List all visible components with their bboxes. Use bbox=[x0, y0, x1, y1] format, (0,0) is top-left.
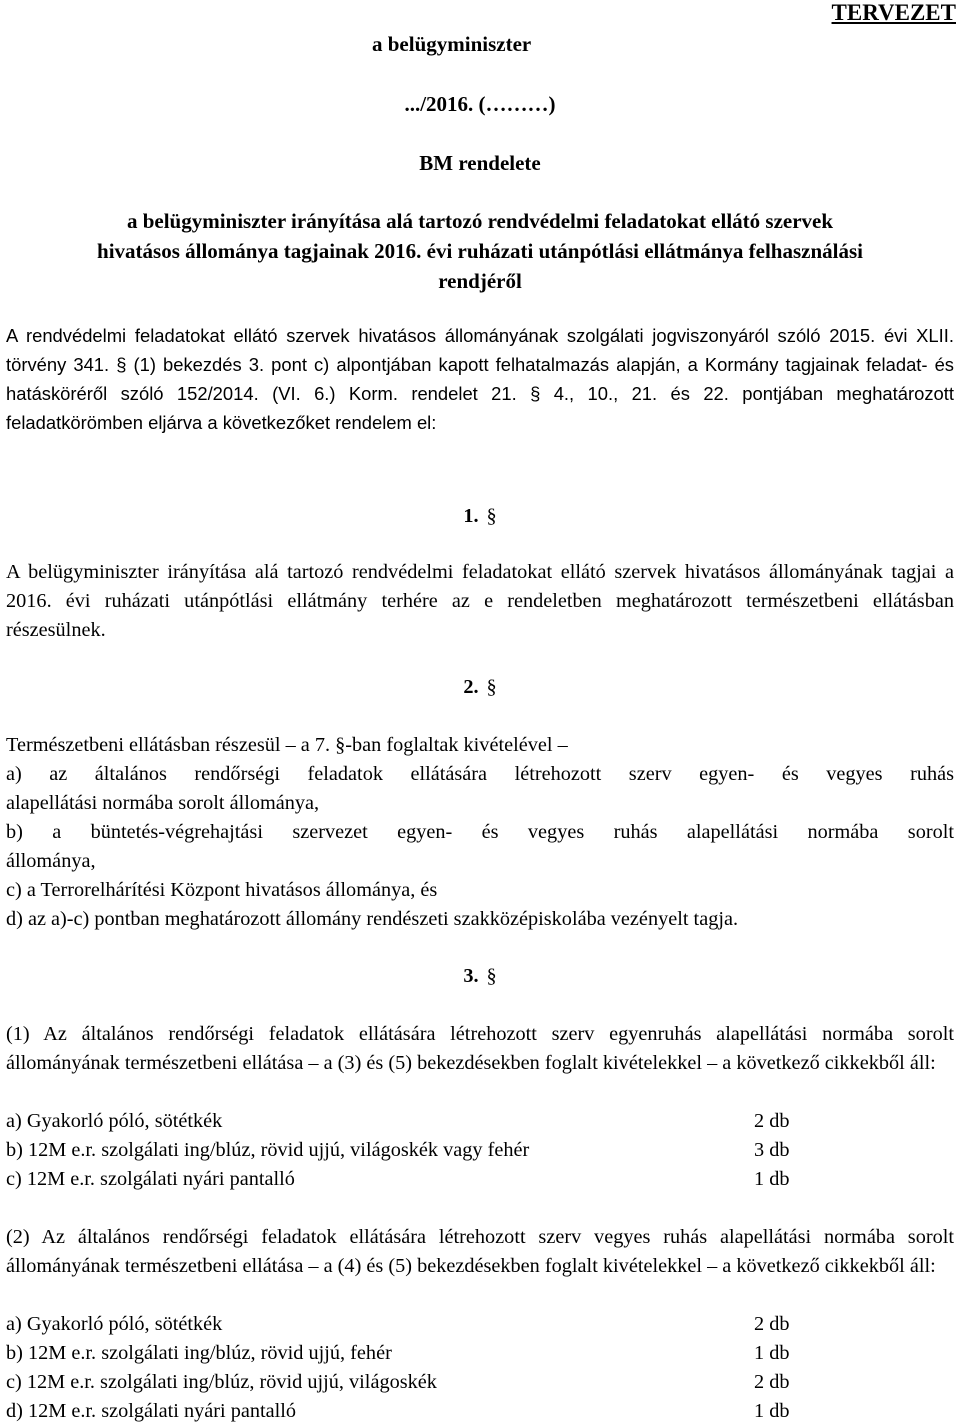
section-3-heading bbox=[0, 962, 960, 991]
section-3-number: 3. bbox=[463, 965, 479, 987]
item-name: c) 12M e.r. szolgálati nyári pantalló bbox=[6, 1168, 295, 1190]
section-2-item-b-line-1: b) a büntetés-végrehajtási szervezet egyen- és vegyes ruhás alapellátási normába sorolt bbox=[6, 821, 954, 843]
item-quantity: 1 db bbox=[754, 1400, 790, 1422]
section-2-item-c: c) a Terrorelhárítési Központ hivatásos állománya, és bbox=[6, 879, 438, 901]
section-2-number: 2. bbox=[463, 676, 479, 698]
subject-line-3: rendjéről bbox=[438, 269, 522, 293]
item-name: a) Gyakorló póló, sötétkék bbox=[6, 1110, 223, 1132]
section-2-item-a-line-1: a) az általános rendőrségi feladatok ellátására létrehozott szerv egyen- és vegyes ruhás bbox=[6, 763, 954, 785]
draft-stamp: TERVEZET bbox=[831, 0, 956, 25]
item-quantity: 3 db bbox=[754, 1139, 790, 1161]
decree-title: BM rendelete bbox=[419, 151, 541, 175]
item-name: b) 12M e.r. szolgálati ing/blúz, rövid ujjú, világoskék vagy fehér bbox=[6, 1139, 530, 1161]
section-1-number: 1. bbox=[463, 505, 479, 527]
item-quantity: 1 db bbox=[754, 1168, 790, 1190]
item-name: d) 12M e.r. szolgálati nyári pantalló bbox=[6, 1400, 297, 1422]
section-2-item-b-line-2: állománya, bbox=[6, 850, 96, 872]
section-1-text: A belügyminiszter irányítása alá tartozó rendvédelmi feladatokat ellátó szervek hivatásos állományának tagjai a 2016. évi ruházati utánpótlási ellátmány terhére az e rendeletben meghatározott természetbeni ellátásban részesülnek. bbox=[6, 561, 954, 641]
issuer-line: a belügyminiszter bbox=[372, 32, 532, 56]
item-name: c) 12M e.r. szolgálati ing/blúz, rövid ujjú, világoskék bbox=[6, 1371, 437, 1393]
list-item bbox=[6, 1368, 954, 1397]
section-sign: § bbox=[486, 505, 497, 527]
list-item bbox=[6, 1136, 954, 1165]
section-2-intro: Természetbeni ellátásban részesül – a 7. §-ban foglaltak kivételével – bbox=[6, 734, 568, 756]
item-name: b) 12M e.r. szolgálati ing/blúz, rövid ujjú, fehér bbox=[6, 1342, 392, 1364]
section-3-paragraph-2: (2) Az általános rendőrségi feladatok ellátására létrehozott szerv vegyes ruhás alapellátási normába sorolt állományának természetbeni ellátása – a (4) és (5) bekezdésekben foglalt kivételekkel – a következő cikkekből áll: bbox=[6, 1226, 954, 1277]
list-item bbox=[6, 1310, 954, 1339]
item-quantity: 1 db bbox=[754, 1342, 790, 1364]
subject-line-1: a belügyminiszter irányítása alá tartozó rendvédelmi feladatokat ellátó szervek bbox=[126, 209, 834, 233]
subject-line-2: hivatásos állománya tagjainak 2016. évi ruházati utánpótlási ellátmánya felhasználási bbox=[97, 239, 863, 263]
list-item bbox=[6, 1339, 954, 1368]
section-2-item-a-line-2: alapellátási normába sorolt állománya, bbox=[6, 792, 320, 814]
item-quantity: 2 db bbox=[754, 1313, 790, 1335]
list-item bbox=[6, 1397, 954, 1426]
section-2-item-d: d) az a)-c) pontban meghatározott állomány rendészeti szakközépiskolába vezényelt tagja. bbox=[6, 908, 739, 930]
item-name: a) Gyakorló póló, sötétkék bbox=[6, 1313, 223, 1335]
section-1-heading bbox=[0, 502, 960, 531]
section-3-paragraph-1: (1) Az általános rendőrségi feladatok ellátására létrehozott szerv egyenruhás alapellátási normába sorolt állományának természetbeni ellátása – a (3) és (5) bekezdésekben foglalt kivételekkel – a következő cikkekből áll: bbox=[6, 1023, 954, 1074]
section-sign: § bbox=[486, 965, 497, 987]
decree-number: .../2016. (………) bbox=[404, 92, 556, 116]
item-quantity: 2 db bbox=[754, 1110, 790, 1132]
section-sign: § bbox=[486, 676, 497, 698]
list-item bbox=[6, 1165, 954, 1194]
preamble: A rendvédelmi feladatokat ellátó szervek hivatásos állományának szolgálati jogviszonyáról szóló 2015. évi XLII. törvény 341. § (1) bekezdés 3. pont c) alpontjában kapott felhatalmazás alapján, a Kormány tagjainak feladat- és hatásköréről szóló 152/2014. (VI. 6.) Korm. rendelet 21. § 4., 10., 21. és 22. pontjában meghatározott feladatkörömben eljárva a következőket rendelem el: bbox=[6, 325, 954, 433]
item-quantity: 2 db bbox=[754, 1371, 790, 1393]
section-2-heading bbox=[0, 673, 960, 702]
list-item bbox=[6, 1107, 954, 1136]
